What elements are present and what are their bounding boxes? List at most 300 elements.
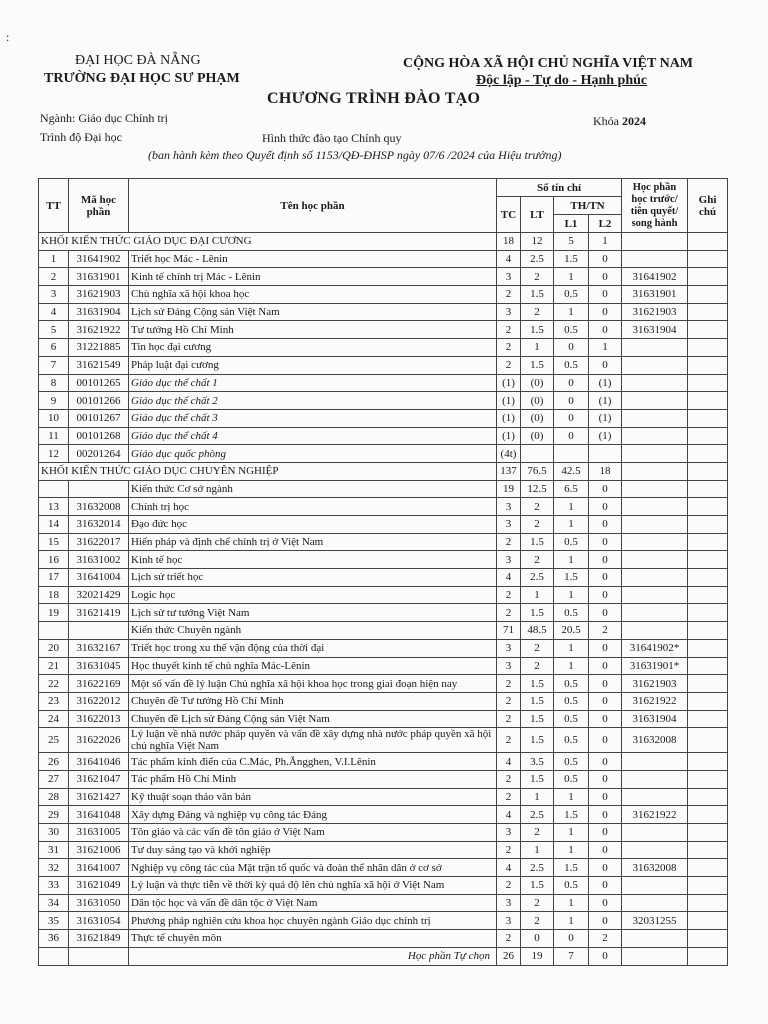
credit-l2: 0 [589, 824, 622, 842]
prereq-code [622, 409, 688, 427]
credit-l2: 0 [589, 639, 622, 657]
credit-tc: (1) [497, 374, 521, 392]
credit-lt: 1.5 [521, 877, 554, 895]
credit-l2: 0 [589, 841, 622, 859]
note-cell [688, 586, 728, 604]
credit-lt: 1.5 [521, 321, 554, 339]
course-name: Tác phẩm Hồ Chí Minh [129, 770, 497, 788]
credit-lt: 3.5 [521, 753, 554, 771]
page-title: CHƯƠNG TRÌNH ĐÀO TẠO [267, 90, 481, 107]
credit-l1: 0.5 [554, 710, 589, 728]
note-cell [688, 303, 728, 321]
course-code: 31641007 [69, 859, 129, 877]
note-cell [688, 770, 728, 788]
prereq-code [622, 569, 688, 587]
table-row [39, 569, 728, 587]
credit-lt: 1.5 [521, 675, 554, 693]
course-code: 00101266 [69, 392, 129, 410]
note-cell [688, 604, 728, 622]
course-name: Phương pháp nghiên cứu khoa học chuyên ngành Giáo dục chính trị [129, 912, 497, 930]
prereq-code [622, 788, 688, 806]
credit-l2: 0 [589, 516, 622, 534]
empty-cell [39, 947, 69, 965]
note-cell [688, 339, 728, 357]
credit-tc: 2 [497, 286, 521, 304]
table-row [39, 356, 728, 374]
credit-l2: 0 [589, 551, 622, 569]
note-cell [688, 622, 728, 640]
credit-tc: 2 [497, 770, 521, 788]
credit-l1: 1 [554, 824, 589, 842]
credit-lt: 2 [521, 268, 554, 286]
prereq-code: 31641902* [622, 639, 688, 657]
credit-tc: 3 [497, 268, 521, 286]
credit-l1: 0.5 [554, 321, 589, 339]
table-row [39, 409, 728, 427]
prereq-code [622, 824, 688, 842]
credit-tc: (1) [497, 409, 521, 427]
credit-l1: 6.5 [554, 480, 589, 498]
credit-l2: 0 [589, 321, 622, 339]
credit-tc: (4t) [497, 445, 521, 463]
credit-l1: 0 [554, 930, 589, 948]
credit-lt: 1.5 [521, 286, 554, 304]
prereq-code [622, 894, 688, 912]
col-code: Mã học phần [69, 179, 129, 233]
credit-l2: 0 [589, 710, 622, 728]
table-row [39, 639, 728, 657]
credit-l2 [589, 445, 622, 463]
row-number: 1 [39, 250, 69, 268]
course-label [593, 114, 646, 129]
school-name: TRƯỜNG ĐẠI HỌC SƯ PHẠM [44, 71, 240, 86]
credit-tc: 137 [497, 462, 521, 480]
course-name: Giáo dục thể chất 1 [129, 374, 497, 392]
credit-l2: 2 [589, 930, 622, 948]
course-name: Kinh tế học [129, 551, 497, 569]
col-l1: L1 [554, 215, 589, 233]
major-label: Ngành: Giáo dục Chính trị [40, 111, 168, 125]
course-code: 31621419 [69, 604, 129, 622]
col-lt: LT [521, 197, 554, 233]
credit-l2: 0 [589, 753, 622, 771]
note-cell [688, 912, 728, 930]
note-cell [688, 233, 728, 251]
credit-tc: 4 [497, 806, 521, 824]
row-number: 16 [39, 551, 69, 569]
credit-l2: 0 [589, 250, 622, 268]
credit-tc: 2 [497, 604, 521, 622]
course-code: 31221885 [69, 339, 129, 357]
prereq-code [622, 339, 688, 357]
course-code: 31631054 [69, 912, 129, 930]
course-name: Chuyên đề Lịch sử Đảng Cộng sản Việt Nam [129, 710, 497, 728]
credit-l1: 0 [554, 427, 589, 445]
prereq-code: 31621903 [622, 675, 688, 693]
credit-lt: 2.5 [521, 569, 554, 587]
note-cell [688, 356, 728, 374]
table-row [39, 392, 728, 410]
credit-l1: 20.5 [554, 622, 589, 640]
course-name: Tin học đại cương [129, 339, 497, 357]
credit-l1: 0.5 [554, 753, 589, 771]
prereq-code: 31632008 [622, 728, 688, 753]
course-code: 31631901 [69, 268, 129, 286]
note-cell [688, 877, 728, 895]
row-number: 10 [39, 409, 69, 427]
credit-tc: 4 [497, 569, 521, 587]
table-row [39, 445, 728, 463]
course-code: 31621549 [69, 356, 129, 374]
course-code: 31631002 [69, 551, 129, 569]
credit-l1: 0 [554, 392, 589, 410]
credit-l2: 0 [589, 586, 622, 604]
credit-l2: 0 [589, 533, 622, 551]
credit-l1: 0.5 [554, 675, 589, 693]
prereq-code [622, 374, 688, 392]
prereq-code: 31631901* [622, 657, 688, 675]
prereq-code [622, 427, 688, 445]
prereq-code: 31632008 [622, 859, 688, 877]
margin-mark: : [6, 30, 10, 44]
table-row [39, 339, 728, 357]
credit-lt: 12 [521, 233, 554, 251]
table-row [39, 303, 728, 321]
credit-lt: 1.5 [521, 710, 554, 728]
credit-tc: 3 [497, 824, 521, 842]
course-code: 31622013 [69, 710, 129, 728]
credit-l2: 0 [589, 604, 622, 622]
prereq-code [622, 877, 688, 895]
course-code: 31632008 [69, 498, 129, 516]
credit-l1: 0 [554, 374, 589, 392]
col-name: Tên học phần [129, 179, 497, 233]
prereq-code [622, 250, 688, 268]
credit-l1: 0.5 [554, 877, 589, 895]
prereq-code: 31631904 [622, 321, 688, 339]
row-number: 11 [39, 427, 69, 445]
university-name: ĐẠI HỌC ĐÀ NẴNG [75, 53, 201, 68]
row-number: 14 [39, 516, 69, 534]
credit-lt: (0) [521, 427, 554, 445]
course-name: Thực tế chuyên môn [129, 930, 497, 948]
prereq-cell [622, 622, 688, 640]
credit-l2: 0 [589, 268, 622, 286]
prereq-code [622, 533, 688, 551]
prereq-code [622, 770, 688, 788]
empty-cell [39, 480, 69, 498]
credit-l2: 18 [589, 462, 622, 480]
credit-l2: 0 [589, 806, 622, 824]
credit-lt: 1 [521, 339, 554, 357]
row-number: 22 [39, 675, 69, 693]
credit-l1 [554, 445, 589, 463]
credit-l1: 1 [554, 841, 589, 859]
section-name: KHỐI KIẾN THỨC GIÁO DỤC CHUYÊN NGHIỆP [39, 462, 497, 480]
note-cell [688, 753, 728, 771]
prereq-code [622, 930, 688, 948]
credit-tc: 2 [497, 356, 521, 374]
row-number: 3 [39, 286, 69, 304]
course-name: Triết học trong xu thế vận động của thời đại [129, 639, 497, 657]
credit-lt: 1.5 [521, 770, 554, 788]
course-code: 00101267 [69, 409, 129, 427]
note-cell [688, 250, 728, 268]
table-row [39, 806, 728, 824]
table-row [39, 516, 728, 534]
course-name: Giáo dục thể chất 4 [129, 427, 497, 445]
credit-lt: 2 [521, 824, 554, 842]
credit-tc: 19 [497, 480, 521, 498]
note-cell [688, 806, 728, 824]
credit-lt: 2 [521, 303, 554, 321]
note-cell [688, 675, 728, 693]
col-thtn: TH/TN [554, 197, 622, 215]
empty-cell [69, 480, 129, 498]
table-row [39, 551, 728, 569]
credit-l2: (1) [589, 409, 622, 427]
credit-tc: 2 [497, 788, 521, 806]
table-row [39, 675, 728, 693]
credit-l2: 0 [589, 728, 622, 753]
course-code: 31622017 [69, 533, 129, 551]
prereq-code [622, 356, 688, 374]
credit-tc: 3 [497, 551, 521, 569]
table-row [39, 930, 728, 948]
credit-l2: 0 [589, 692, 622, 710]
note-cell [688, 409, 728, 427]
credit-lt: 1.5 [521, 604, 554, 622]
credit-tc: 2 [497, 841, 521, 859]
credit-tc: 2 [497, 692, 521, 710]
prereq-code [622, 516, 688, 534]
table-row [39, 753, 728, 771]
row-number: 19 [39, 604, 69, 622]
course-name: Tư duy sáng tạo và khởi nghiệp [129, 841, 497, 859]
row-number: 27 [39, 770, 69, 788]
prereq-code [622, 445, 688, 463]
note-cell [688, 462, 728, 480]
credit-l2: 0 [589, 657, 622, 675]
subsection-row [39, 622, 728, 640]
course-name: Triết học Mác - Lênin [129, 250, 497, 268]
credit-l1: 5 [554, 233, 589, 251]
credit-l2: 0 [589, 675, 622, 693]
course-code: 32021429 [69, 586, 129, 604]
row-number: 29 [39, 806, 69, 824]
subsection-row [39, 480, 728, 498]
row-number: 33 [39, 877, 69, 895]
credit-lt: 2 [521, 551, 554, 569]
prereq-code: 32031255 [622, 912, 688, 930]
row-number: 23 [39, 692, 69, 710]
credit-l2: 0 [589, 947, 622, 965]
elective-row [39, 947, 728, 965]
course-name: Chủ nghĩa xã hội khoa học [129, 286, 497, 304]
credit-tc: 2 [497, 586, 521, 604]
prereq-code: 31621922 [622, 806, 688, 824]
credit-l2: 1 [589, 339, 622, 357]
course-name: Một số vấn đề lý luận Chủ nghĩa xã hội khoa học trong giai đoạn hiện nay [129, 675, 497, 693]
course-code: 31631904 [69, 303, 129, 321]
note-cell [688, 947, 728, 965]
table-row [39, 770, 728, 788]
credit-l2: 1 [589, 233, 622, 251]
prereq-cell [622, 480, 688, 498]
course-name: Đạo đức học [129, 516, 497, 534]
col-tt: TT [39, 179, 69, 233]
table-row [39, 728, 728, 753]
table-row [39, 859, 728, 877]
note-cell [688, 480, 728, 498]
note-cell [688, 321, 728, 339]
course-code: 31641004 [69, 569, 129, 587]
credit-tc: 3 [497, 657, 521, 675]
row-number: 26 [39, 753, 69, 771]
course-name: Dân tộc học và vấn đề dân tộc ở Việt Nam [129, 894, 497, 912]
prereq-code: 31621922 [622, 692, 688, 710]
row-number: 24 [39, 710, 69, 728]
credit-lt: 2.5 [521, 859, 554, 877]
row-number: 32 [39, 859, 69, 877]
credit-l1: 1 [554, 639, 589, 657]
prereq-code [622, 551, 688, 569]
note-cell [688, 894, 728, 912]
nation-title: CỘNG HÒA XÃ HỘI CHỦ NGHĨA VIỆT NAM [403, 56, 694, 71]
course-code: 31631050 [69, 894, 129, 912]
note-cell [688, 824, 728, 842]
credit-tc: 4 [497, 753, 521, 771]
prereq-cell [622, 233, 688, 251]
course-name: Nghiệp vụ công tác của Mặt trận tổ quốc và đoàn thể nhân dân ở cơ sở [129, 859, 497, 877]
course-name: Xây dựng Đảng và nghiệp vụ công tác Đảng [129, 806, 497, 824]
course-name: Lý luận và thực tiễn về thời kỳ quá độ lên chủ nghĩa xã hội ở Việt Nam [129, 877, 497, 895]
credit-l2: 0 [589, 770, 622, 788]
table-row [39, 533, 728, 551]
course-name: Pháp luật đại cương [129, 356, 497, 374]
degree-label: Trình độ Đại học [40, 130, 122, 144]
course-code: 00101265 [69, 374, 129, 392]
credit-l2: 0 [589, 894, 622, 912]
note-cell [688, 728, 728, 753]
credit-lt: 0 [521, 930, 554, 948]
credit-lt: 12.5 [521, 480, 554, 498]
credit-l1: 1 [554, 912, 589, 930]
course-code: 31621049 [69, 877, 129, 895]
course-name: Kinh tế chính trị Mác - Lênin [129, 268, 497, 286]
credit-tc: 71 [497, 622, 521, 640]
table-row [39, 498, 728, 516]
credit-lt: 2 [521, 639, 554, 657]
credit-l1: 7 [554, 947, 589, 965]
note-cell [688, 657, 728, 675]
course-code: 00201264 [69, 445, 129, 463]
row-number: 17 [39, 569, 69, 587]
table-body [39, 233, 728, 966]
credit-l1: 0.5 [554, 286, 589, 304]
note-cell [688, 392, 728, 410]
table-row [39, 877, 728, 895]
credit-lt [521, 445, 554, 463]
credit-tc: 3 [497, 912, 521, 930]
row-number: 20 [39, 639, 69, 657]
note-cell [688, 710, 728, 728]
credit-l2: 0 [589, 859, 622, 877]
section-row [39, 462, 728, 480]
credit-tc: 3 [497, 498, 521, 516]
row-number: 18 [39, 586, 69, 604]
credit-l1: 0 [554, 339, 589, 357]
course-year: 2024 [622, 114, 646, 128]
prereq-code: 31641902 [622, 268, 688, 286]
prereq-code [622, 392, 688, 410]
note-cell [688, 692, 728, 710]
credit-l2: 0 [589, 356, 622, 374]
credit-lt: 76.5 [521, 462, 554, 480]
credit-l2: 0 [589, 303, 622, 321]
section-row [39, 233, 728, 251]
table-row [39, 710, 728, 728]
credit-tc: (1) [497, 392, 521, 410]
credit-lt: 1.5 [521, 692, 554, 710]
col-credits: Số tín chỉ [497, 179, 622, 197]
table-row [39, 427, 728, 445]
row-number: 36 [39, 930, 69, 948]
course-name: Kỹ thuật soạn thảo văn bản [129, 788, 497, 806]
credit-lt: (0) [521, 392, 554, 410]
note-cell [688, 286, 728, 304]
credit-tc: 3 [497, 639, 521, 657]
subsection-name: Kiến thức Chuyên ngành [129, 622, 497, 640]
credit-l1: 0 [554, 409, 589, 427]
table-row [39, 657, 728, 675]
row-number: 34 [39, 894, 69, 912]
credit-tc: 2 [497, 339, 521, 357]
note-cell [688, 841, 728, 859]
curriculum-table [38, 178, 728, 966]
credit-tc: 4 [497, 859, 521, 877]
table-row [39, 788, 728, 806]
course-name: Tác phẩm kinh điển của C.Mác, Ph.Ăngghen, V.I.Lênin [129, 753, 497, 771]
credit-lt: 1.5 [521, 533, 554, 551]
table-header [39, 179, 728, 233]
row-number: 12 [39, 445, 69, 463]
credit-l1: 1 [554, 551, 589, 569]
note-cell [688, 374, 728, 392]
credit-l2: 0 [589, 286, 622, 304]
credit-l1: 1 [554, 498, 589, 516]
credit-tc: 2 [497, 710, 521, 728]
credit-l1: 0.5 [554, 728, 589, 753]
row-number: 4 [39, 303, 69, 321]
credit-l2: (1) [589, 427, 622, 445]
course-code: 31631005 [69, 824, 129, 842]
note-cell [688, 445, 728, 463]
row-number: 21 [39, 657, 69, 675]
course-name: Giáo dục quốc phòng [129, 445, 497, 463]
credit-l1: 1.5 [554, 250, 589, 268]
credit-l1: 0.5 [554, 533, 589, 551]
note-cell [688, 427, 728, 445]
credit-tc: 3 [497, 516, 521, 534]
course-name: Lịch sử triết học [129, 569, 497, 587]
credit-lt: 1 [521, 788, 554, 806]
col-prereq: Học phần học trước/ tiên quyết/ song hành [622, 179, 688, 233]
credit-lt: (0) [521, 409, 554, 427]
course-name: Tôn giáo và các vấn đề tôn giáo ở Việt Nam [129, 824, 497, 842]
row-number: 13 [39, 498, 69, 516]
credit-lt: 2 [521, 657, 554, 675]
